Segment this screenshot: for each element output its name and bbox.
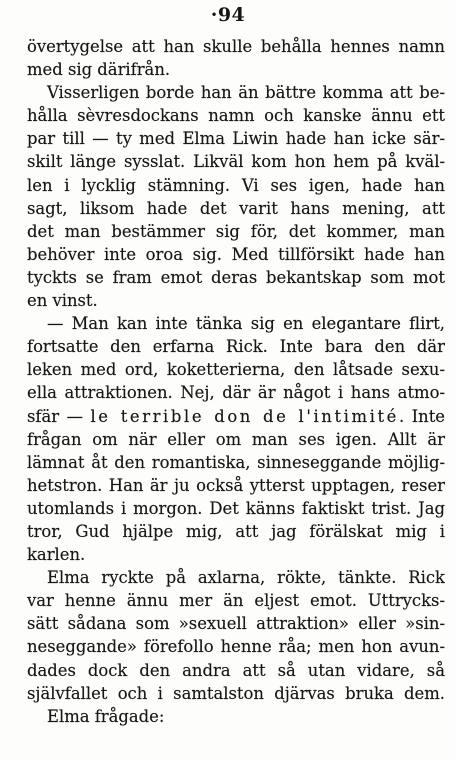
text-line: skilt länge sysslat. Likväl kom hon hem på kväl- bbox=[27, 152, 445, 172]
text-line: neseggande» förefollo henne råa; men hon avun- bbox=[27, 637, 445, 657]
text-line: med sig därifrån. bbox=[27, 60, 171, 80]
text-line: övertygelse att han skulle behålla hennes namn bbox=[27, 37, 445, 56]
text-line: Elma frågade: bbox=[47, 706, 165, 726]
text-line: len i lycklig stämning. Vi ses igen, hade han bbox=[27, 175, 445, 195]
text-line: en vinst. bbox=[27, 291, 98, 311]
text-line-spaced-phrase bbox=[27, 405, 445, 428]
text-line: — Man kan inte tänka sig en elegantare flirt, bbox=[47, 314, 445, 334]
text-line: det man bestämmer sig för, det kommer, man bbox=[27, 221, 445, 241]
text-line: par till — ty med Elma Liwin hade han icke sär- bbox=[27, 129, 445, 149]
text-line: var henne ännu mer än eljest emot. Uttrycks- bbox=[27, 591, 445, 611]
text-line: behöver inte oroa sig. Med tillförsikt hade han bbox=[27, 244, 445, 264]
text-line: tror, Gud hjälpe mig, att jag förälskat mig i bbox=[27, 521, 445, 541]
text-line: ella attraktionen. Nej, där är något i hans atmo- bbox=[27, 383, 445, 403]
text-segment: sfär — bbox=[27, 406, 91, 426]
text-line: sätt sådana som »sexuell attraktion» eller »sin- bbox=[27, 614, 445, 634]
text-line: Elma ryckte på axlarna, rökte, tänkte. Rick bbox=[47, 568, 445, 588]
text-line: tyckts se fram emot deras bekantskap som mot bbox=[27, 267, 445, 287]
spaced-phrase: le terrible don de l'intimité bbox=[90, 406, 399, 426]
text-line: hetstron. Han är ju också ytterst upptagen, reser bbox=[27, 475, 445, 495]
text-line: självfallet och i samtalston djärvas bruka dem. bbox=[27, 683, 445, 703]
text-line: karlen. bbox=[27, 545, 86, 565]
text-line: fortsatte den erfarna Rick. Inte bara den där bbox=[27, 337, 445, 357]
text-line: lämnat åt den romantiska, sinneseggande möjlig- bbox=[27, 452, 445, 472]
text-line: hålla sèvresdockans namn och kanske ännu ett bbox=[27, 106, 445, 126]
text-line: dades dock den andra att så utan vidare, så bbox=[27, 660, 445, 680]
text-line: sagt, liksom hade det varit hans mening, att bbox=[27, 198, 445, 218]
text-line: leken med ord, koketterierna, den låtsade sexu- bbox=[27, 360, 445, 380]
text-line: Visserligen borde han än bättre komma att be- bbox=[47, 83, 445, 103]
text-segment: . Inte bbox=[398, 406, 445, 426]
page-number: ·94 bbox=[210, 4, 246, 26]
text-line: frågan om när eller om man ses igen. Allt är bbox=[27, 429, 445, 449]
text-line: utomlands i morgon. Det känns faktiskt trist. Jag bbox=[27, 498, 445, 518]
body-text bbox=[27, 35, 445, 728]
